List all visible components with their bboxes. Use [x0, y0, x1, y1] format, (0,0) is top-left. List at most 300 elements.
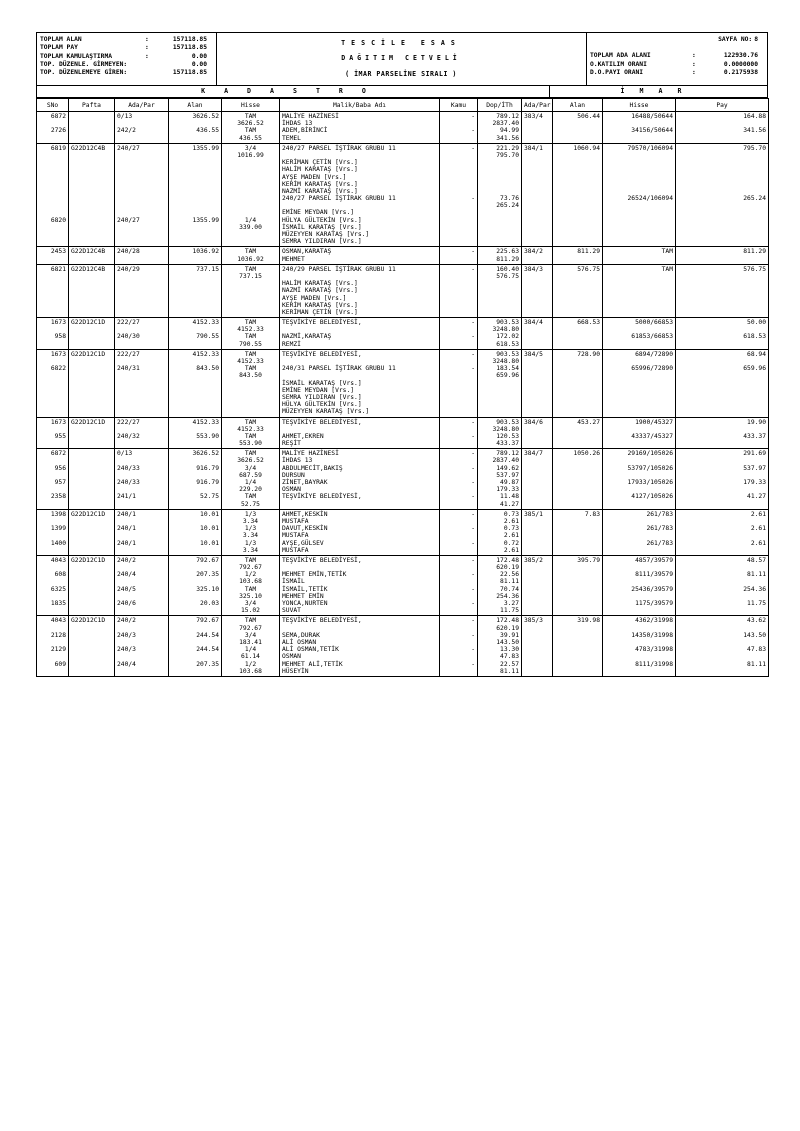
- cell-line: OSMAN,KARATAŞ: [282, 248, 332, 256]
- cell-line: 291.69: [743, 450, 766, 458]
- cell-line: 668.53: [577, 319, 600, 327]
- cell-line: -: [471, 479, 475, 486]
- cell-line: 225.63: [496, 248, 519, 256]
- cell-line: 11.75: [747, 600, 766, 607]
- cell-line: 385/2: [524, 556, 543, 564]
- cell-dop-ith: [478, 509, 522, 555]
- cell-line: 240/32: [117, 432, 140, 440]
- cell-line: 22.56: [500, 571, 519, 579]
- cell-line: 1398: [50, 510, 66, 518]
- cell-line: [39, 209, 66, 216]
- cell-line: 261/783: [646, 539, 673, 547]
- cell-line: 5000/66853: [635, 319, 673, 327]
- cell-line: 576.75: [496, 272, 519, 280]
- cell-line: 120.53: [496, 432, 519, 440]
- cell-line: 53797/105026: [627, 464, 673, 472]
- cell-line: 26524/106094: [627, 195, 673, 203]
- cell-line: [678, 532, 766, 539]
- cell-line: 22.57: [500, 660, 519, 668]
- cell-hisse: [222, 247, 280, 264]
- column-header-alan: Alan: [169, 99, 222, 112]
- document-subtitle: DAĞITIM CETVELİ: [341, 54, 461, 62]
- cell-line: 240/5: [117, 585, 136, 593]
- cell-line: [171, 564, 219, 571]
- cell-line: [480, 174, 519, 181]
- column-header-malik: Malik/Baba Adı: [280, 99, 440, 112]
- cell-line: [171, 152, 219, 159]
- cell-line: [678, 653, 766, 660]
- cell-line: 160.40: [496, 265, 519, 273]
- cell-pafta: [69, 112, 115, 144]
- cell-line: [117, 358, 166, 365]
- cell-line: 341.56: [743, 127, 766, 135]
- summary-separator: :: [692, 68, 696, 76]
- cell-dop-ith: [478, 264, 522, 317]
- summary-row: [590, 61, 764, 69]
- cell-line: 537.97: [496, 471, 519, 479]
- cell-line: [171, 188, 219, 195]
- cell-line: G22D12C1D: [71, 556, 106, 564]
- cell-kamu: [440, 349, 478, 417]
- cell-line: 240/2: [117, 617, 136, 625]
- column-header-sno: SNo: [37, 99, 69, 112]
- cell-alan: [169, 247, 222, 264]
- cell-line: [171, 195, 219, 202]
- cell-line: 3626.52: [192, 450, 219, 458]
- cell-line: AYŞE,GÜLSEV: [282, 539, 324, 547]
- cell-line: 2.61: [750, 525, 766, 533]
- cell-line: [39, 564, 66, 571]
- cell-line: 1673: [50, 418, 66, 426]
- summary-separator: [145, 69, 155, 77]
- cell-line: MALİYE HAZİNESİ: [282, 113, 339, 120]
- table-row: [37, 555, 769, 616]
- table-row: [37, 112, 769, 144]
- cell-line: 1050.26: [573, 450, 600, 458]
- cell-line: TAM: [244, 617, 257, 625]
- cell-line: 81.11: [747, 660, 766, 668]
- cell-line: [171, 653, 219, 660]
- cell-line: [117, 564, 166, 571]
- cell-pay: [676, 616, 769, 677]
- cell-line: -: [471, 539, 475, 547]
- cell-line: [678, 188, 766, 195]
- cell-line: 240/3: [117, 631, 136, 639]
- cell-line: 2.61: [503, 532, 519, 540]
- cell-line: -: [471, 127, 475, 135]
- cell-line: [678, 120, 766, 127]
- cadastre-distribution-page: [36, 32, 768, 677]
- cell-line: -: [471, 600, 475, 607]
- cell-ada-par: [115, 616, 169, 677]
- cell-line: 229.20: [239, 486, 262, 494]
- cell-line: 6325: [50, 585, 66, 593]
- cell-line: [224, 166, 277, 173]
- summary-row: [40, 36, 207, 44]
- cell-line: 1/3: [244, 525, 257, 533]
- cell-line: [480, 181, 519, 188]
- cell-malik: [280, 616, 440, 677]
- cell-line: 15.02: [241, 607, 260, 615]
- cell-line: [605, 188, 673, 195]
- cell-line: 81.11: [747, 571, 766, 579]
- cell-line: 240/27 PARSEL İŞTİRAK GRUBU 11: [282, 195, 396, 203]
- cell-line: SEMRA YILDIRAN [Vrs.]: [282, 238, 362, 246]
- cell-line: TAM: [244, 432, 257, 440]
- cell-line: 1/2: [244, 660, 257, 668]
- summary-row: [40, 61, 207, 69]
- summary-row: [40, 69, 207, 77]
- cell-line: 433.37: [496, 440, 519, 448]
- cell-line: [171, 457, 219, 464]
- cell-line: 2.61: [503, 546, 519, 554]
- summary-label: TOP. DÜZENLEMEYE GİREN:: [40, 69, 128, 77]
- cell-line: [171, 593, 219, 600]
- cell-line: 34156/50644: [631, 127, 673, 135]
- cell-line: TAM: [244, 493, 257, 501]
- cell-line: AYŞE MADEN [Vrs.]: [282, 173, 347, 181]
- cell-line: -: [471, 144, 475, 152]
- cell-line: 240/28: [117, 248, 140, 256]
- summary-row: [590, 52, 764, 60]
- cell-imar-ada-par: [522, 247, 553, 264]
- cell-line: 2.61: [750, 510, 766, 518]
- cell-line: 4362/31998: [635, 617, 673, 625]
- summary-label: TOP. DÜZENLE. GİRMEYEN:: [40, 60, 128, 68]
- cell-line: [480, 188, 519, 195]
- cell-line: -: [471, 350, 475, 358]
- cell-line: [39, 593, 66, 600]
- cell-pafta: [69, 449, 115, 510]
- cell-line: 3626.52: [237, 457, 264, 465]
- page-number: [590, 36, 764, 44]
- cell-line: NAZMİ KARATAŞ [Vrs.]: [282, 187, 358, 195]
- cell-line: TAM: [244, 319, 257, 327]
- cell-line: 789.12: [496, 113, 519, 120]
- cell-line: [605, 166, 673, 173]
- cell-line: 3/4: [244, 144, 257, 152]
- cell-line: 7.83: [584, 510, 600, 518]
- summary-separator: :: [145, 44, 149, 52]
- summary-value: 157118.85: [172, 69, 207, 77]
- cell-line: 4783/31998: [635, 646, 673, 654]
- cell-line: [605, 653, 673, 660]
- cell-alan: [169, 555, 222, 616]
- cell-line: 4152.33: [237, 326, 264, 334]
- cell-line: [442, 181, 475, 188]
- cell-line: NAZMİ KARATAŞ [Vrs.]: [282, 287, 358, 295]
- cell-line: 244.54: [196, 646, 219, 654]
- cell-pay: [676, 143, 769, 247]
- cell-line: 70.74: [500, 585, 519, 593]
- cell-line: -: [471, 113, 475, 120]
- cell-line: 8111/31998: [635, 660, 673, 668]
- cell-line: 13.30: [500, 646, 519, 654]
- summary-value: 122930.76: [723, 52, 758, 60]
- cell-line: [442, 532, 475, 539]
- cell-line: 1355.99: [192, 144, 219, 152]
- cell-line: [171, 358, 219, 365]
- cell-imar-hisse: [603, 264, 676, 317]
- cell-line: 39.91: [500, 631, 519, 639]
- document-header: [36, 32, 768, 86]
- cell-line: [605, 564, 673, 571]
- cell-line: TEŞVİKİYE BELEDİYESİ,: [282, 418, 362, 426]
- cell-pafta: [69, 247, 115, 264]
- cell-line: TAM: [244, 127, 257, 135]
- cell-line: -: [471, 319, 475, 327]
- page-number-value: 8: [754, 36, 758, 43]
- cell-line: G22D12C4B: [71, 265, 106, 273]
- cell-line: 52.75: [200, 493, 219, 501]
- cell-line: [678, 174, 766, 181]
- cell-line: TAM: [244, 248, 257, 256]
- cell-line: 1036.92: [192, 248, 219, 256]
- cell-imar-hisse: [603, 555, 676, 616]
- cell-line: [605, 120, 673, 127]
- cell-line: İHDAS 13: [282, 457, 313, 465]
- table-row: [37, 143, 769, 247]
- cell-line: [117, 578, 166, 585]
- cell-line: [605, 426, 673, 433]
- cell-line: 958: [54, 333, 66, 341]
- cell-line: [282, 372, 437, 379]
- cell-line: [678, 518, 766, 525]
- table-row: [37, 509, 769, 555]
- cell-line: [117, 181, 166, 188]
- cell-ada-par: [115, 143, 169, 247]
- cell-line: -: [471, 418, 475, 426]
- cell-line: 618.53: [743, 333, 766, 341]
- cell-line: 737.15: [239, 272, 262, 280]
- cell-line: [605, 593, 673, 600]
- cell-line: 339.00: [239, 223, 262, 231]
- cell-line: [117, 653, 166, 660]
- cell-line: 659.96: [743, 365, 766, 373]
- cell-line: G22D12C1D: [71, 617, 106, 625]
- cell-line: [224, 181, 277, 188]
- cell-line: MUSTAFA: [282, 517, 309, 525]
- cell-line: 737.15: [196, 265, 219, 273]
- summary-label: TOPLAM PAY: [40, 44, 78, 52]
- cell-ada-par: [115, 417, 169, 449]
- column-header-imar-ada-par: Ada/Par: [522, 99, 553, 112]
- cell-dop-ith: [478, 449, 522, 510]
- cell-line: 553.90: [196, 432, 219, 440]
- cell-line: [117, 188, 166, 195]
- cell-line: 1/2: [244, 571, 257, 579]
- cell-line: 240/6: [117, 600, 136, 607]
- cell-imar-ada-par: [522, 449, 553, 510]
- cell-pafta: [69, 616, 115, 677]
- cell-line: -: [471, 333, 475, 341]
- cell-line: 172.48: [496, 617, 519, 625]
- cell-line: 792.67: [239, 564, 262, 572]
- cell-sno: [37, 112, 69, 144]
- distribution-table: [36, 98, 769, 677]
- imar-label: İMAR: [620, 87, 697, 95]
- section-header: [36, 86, 768, 98]
- cell-line: [117, 426, 166, 433]
- cell-line: [442, 578, 475, 585]
- cell-line: TAM: [244, 265, 257, 273]
- cell-line: 843.50: [239, 372, 262, 380]
- cell-line: [171, 209, 219, 216]
- cell-dop-ith: [478, 555, 522, 616]
- cell-kamu: [440, 509, 478, 555]
- cell-line: 395.79: [577, 556, 600, 564]
- cell-dop-ith: [478, 112, 522, 144]
- summary-value: 0.0000000: [723, 60, 758, 68]
- cell-line: 261/783: [646, 525, 673, 533]
- cell-line: TAM: [244, 450, 257, 458]
- cell-line: -: [471, 248, 475, 256]
- cell-imar-hisse: [603, 112, 676, 144]
- cell-kamu: [440, 112, 478, 144]
- cell-line: 325.10: [239, 592, 262, 600]
- cell-line: 956: [54, 464, 66, 472]
- cell-kamu: [440, 264, 478, 317]
- cell-line: MÜZEYYEN KARATAŞ [Vrs.]: [282, 231, 370, 238]
- cell-malik: [280, 449, 440, 510]
- cell-line: AYŞE MADEN [Vrs.]: [282, 294, 347, 302]
- cell-line: [117, 457, 166, 464]
- cell-line: 4127/105026: [631, 493, 673, 501]
- cell-line: TAM: [244, 556, 257, 564]
- cell-malik: [280, 112, 440, 144]
- cell-line: [39, 195, 66, 202]
- cell-line: 240/29: [117, 265, 140, 273]
- column-header-ada-par: Ada/Par: [115, 99, 169, 112]
- cell-line: 25436/39579: [631, 585, 673, 593]
- cell-line: 728.90: [577, 350, 600, 358]
- cell-line: 1/4: [244, 646, 257, 654]
- cell-line: REŞİT: [282, 440, 301, 448]
- cell-line: 916.79: [196, 464, 219, 472]
- cell-line: [117, 120, 166, 127]
- cell-line: 240/30: [117, 333, 140, 341]
- cell-line: 2358: [50, 493, 66, 501]
- kadastro-label: KADASTRO: [201, 87, 385, 95]
- cell-line: ADEM,BİRİNCİ: [282, 127, 328, 135]
- cell-line: 6820: [50, 216, 66, 224]
- cell-imar-alan: [553, 449, 603, 510]
- cell-line: YONCA,NURTEN: [282, 600, 328, 607]
- cell-line: [39, 426, 66, 433]
- cell-imar-ada-par: [522, 318, 553, 350]
- cell-line: [480, 159, 519, 166]
- cell-kamu: [440, 417, 478, 449]
- cell-line: 240/31: [117, 365, 140, 373]
- cell-pafta: [69, 318, 115, 350]
- cell-line: [39, 457, 66, 464]
- cell-line: -: [471, 510, 475, 518]
- cell-sno: [37, 349, 69, 417]
- cell-line: G22D12C1D: [71, 350, 106, 358]
- cell-line: [117, 174, 166, 181]
- cell-pay: [676, 449, 769, 510]
- cell-line: 8111/39579: [635, 571, 673, 579]
- cell-malik: [280, 509, 440, 555]
- cell-line: 41.27: [747, 493, 766, 501]
- cell-line: 73.76: [500, 195, 519, 203]
- cell-line: [117, 166, 166, 173]
- cell-line: [71, 113, 112, 120]
- cell-hisse: [222, 555, 280, 616]
- cell-line: 903.53: [496, 350, 519, 358]
- cell-line: [678, 639, 766, 646]
- cell-line: 43.62: [747, 617, 766, 625]
- cell-line: 537.97: [743, 464, 766, 472]
- cell-pay: [676, 555, 769, 616]
- cell-line: 811.29: [577, 248, 600, 256]
- cell-line: 240/31 PARSEL İŞTİRAK GRUBU 11: [282, 365, 396, 373]
- cell-line: 6821: [50, 265, 66, 273]
- cell-line: [117, 518, 166, 525]
- cell-line: [678, 166, 766, 173]
- cell-line: 433.37: [743, 432, 766, 440]
- cell-line: 795.70: [496, 151, 519, 159]
- cell-line: [224, 209, 277, 216]
- cell-line: 11.75: [500, 607, 519, 615]
- cell-line: [71, 450, 112, 457]
- summary-separator: :: [145, 36, 149, 43]
- cell-malik: [280, 417, 440, 449]
- cell-line: 3248.80: [492, 358, 519, 365]
- cell-kamu: [440, 555, 478, 616]
- cell-imar-hisse: [603, 247, 676, 264]
- cell-line: 240/3: [117, 646, 136, 654]
- column-header-pafta: Pafta: [69, 99, 115, 112]
- cell-line: TAM: [244, 418, 257, 426]
- cell-line: [442, 593, 475, 600]
- cell-line: HÜLYA GÜLTEKİN [Vrs.]: [282, 401, 362, 409]
- cell-line: 1673: [50, 350, 66, 358]
- cell-line: [678, 159, 766, 166]
- cell-pafta: [69, 417, 115, 449]
- cell-line: 1060.94: [573, 144, 600, 152]
- summary-label: O.KATILIM ORANI: [590, 60, 647, 68]
- cell-line: [171, 426, 219, 433]
- cell-sno: [37, 555, 69, 616]
- cell-line: -: [471, 365, 475, 373]
- cell-line: [224, 188, 277, 195]
- cell-line: G22D12C4B: [71, 144, 106, 152]
- cell-line: [117, 152, 166, 159]
- cell-line: 506.44: [577, 113, 600, 120]
- cell-line: OSMAN: [282, 653, 301, 661]
- cell-line: 222/27: [117, 418, 140, 426]
- cell-line: 240/1: [117, 510, 136, 518]
- cell-line: 261/783: [646, 510, 673, 518]
- summary-value: 0.2175938: [723, 68, 758, 76]
- cell-line: [39, 486, 66, 493]
- cell-line: 183.41: [239, 638, 262, 646]
- cell-line: MÜZEYYEN KARATAŞ [Vrs.]: [282, 408, 370, 416]
- cell-line: 207.35: [196, 571, 219, 579]
- cell-alan: [169, 616, 222, 677]
- summary-row: [40, 44, 207, 52]
- column-header-dop-ith: Dop/İTh: [478, 99, 522, 112]
- cell-pay: [676, 509, 769, 555]
- cell-line: 659.96: [496, 372, 519, 380]
- cell-line: [117, 202, 166, 209]
- summary-separator: :: [145, 52, 149, 60]
- cell-line: 795.70: [743, 144, 766, 152]
- column-header-imar-hisse: Hisse: [603, 99, 676, 112]
- summary-value: 157118.85: [172, 44, 207, 52]
- cell-line: 244.54: [196, 631, 219, 639]
